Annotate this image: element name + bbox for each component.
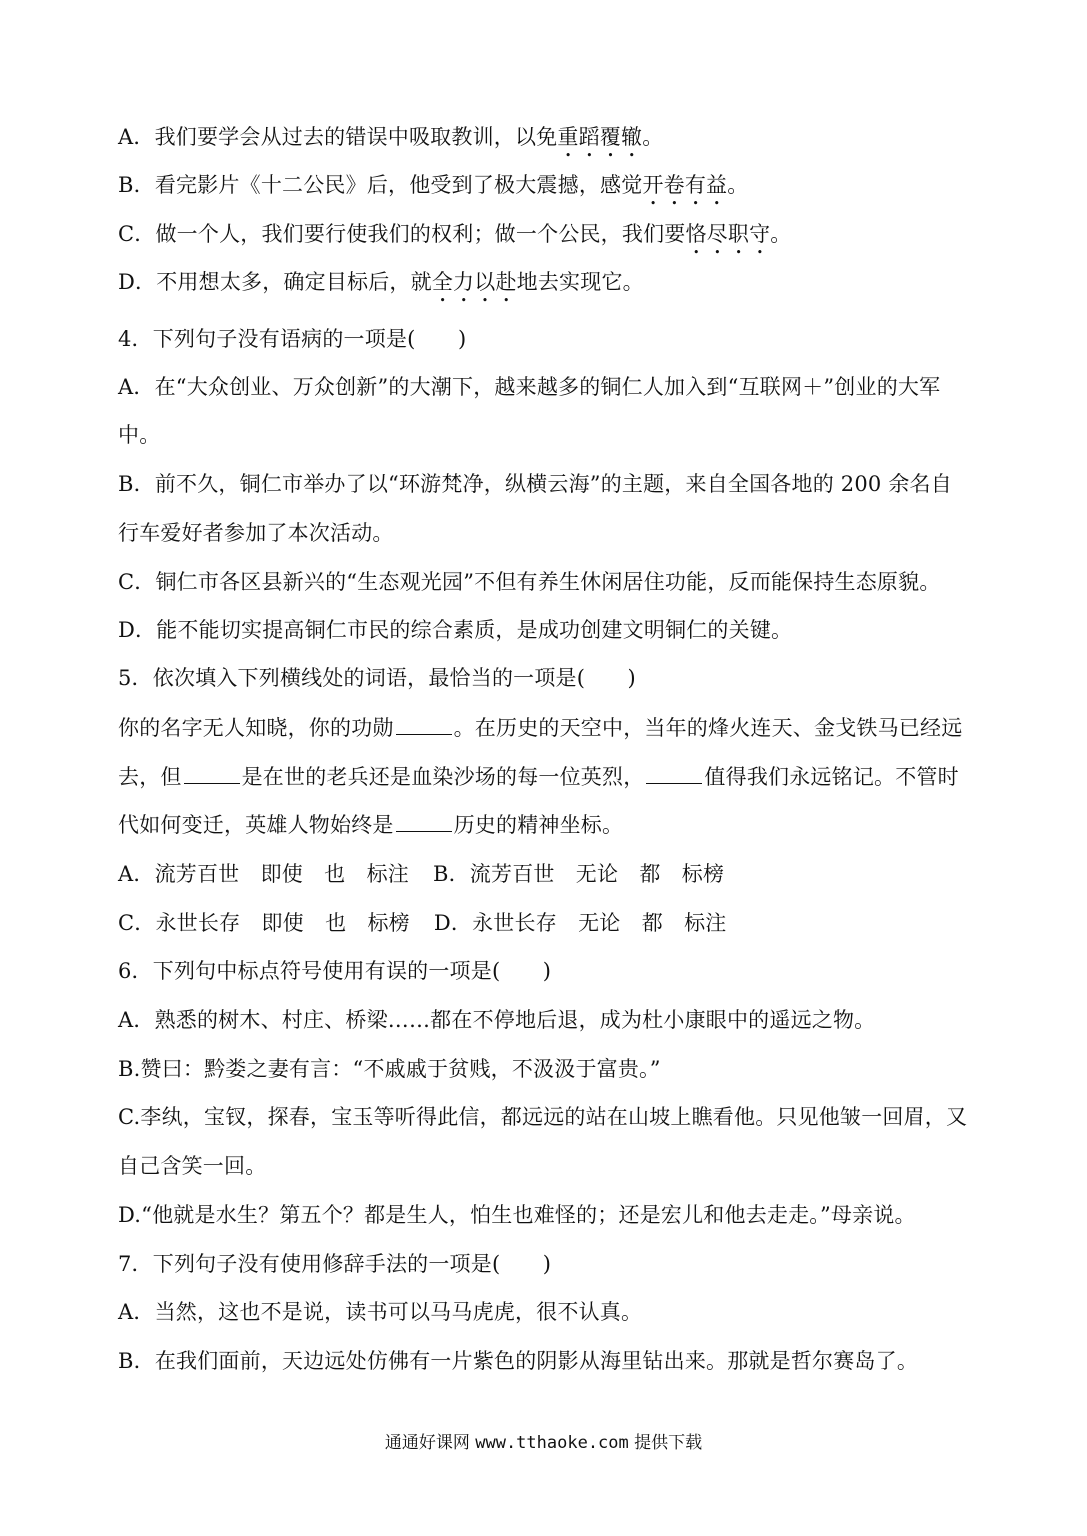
page-footer xyxy=(0,1428,1087,1453)
q3-option-c xyxy=(118,219,791,259)
footer-site-name: 通通好课网 xyxy=(384,1433,470,1453)
fill-blank xyxy=(646,763,702,784)
q5-passage-text: 。在历史的天空中，当年的烽火连天、金戈铁马已经远 xyxy=(453,716,963,740)
q5-passage-text: 代如何变迁，英雄人物始终是 xyxy=(118,813,394,837)
q5-passage-line2 xyxy=(118,762,959,792)
q5-option-b: B．流芳百世 无论 都 标榜 xyxy=(432,862,725,886)
q3-option-a xyxy=(118,122,663,162)
q3-option-a-end: 。 xyxy=(642,125,664,149)
q4-option-b-line1: B．前不久，铜仁市举办了以“环游梵净，纵横云海”的主题，来自全国各地的 200 余名自 xyxy=(118,472,952,496)
q5-passage-text: 你的名字无人知晓，你的功勋 xyxy=(118,716,394,740)
q3-option-c-text: C．做一个人，我们要行使我们的权利；做一个公民，我们要 xyxy=(118,222,686,246)
q3-option-d-end: 地去实现它。 xyxy=(516,270,644,294)
q6-option-b: B.赞曰：黔娄之妻有言：“不戚戚于贫贱，不汲汲于富贵。” xyxy=(118,1057,661,1081)
q3-option-b-emphasis: 开卷有益 xyxy=(642,173,728,197)
q5-passage-text: 是在世的老兵还是血染沙场的每一位英烈， xyxy=(241,765,645,789)
q4-option-c: C．铜仁市各区县新兴的“生态观光园”不但有养生休闲居住功能，反而能保持生态原貌。 xyxy=(118,570,941,594)
fill-blank xyxy=(396,714,452,735)
q3-option-a-emphasis: 重蹈覆辙 xyxy=(557,125,643,149)
fill-blank xyxy=(184,763,240,784)
fill-blank xyxy=(396,811,452,832)
q5-passage-text: 值得我们永远铭记。不管时 xyxy=(704,765,959,789)
q5-stem: 5．依次填入下列横线处的词语，最恰当的一项是( ) xyxy=(118,666,636,690)
q3-option-d xyxy=(118,267,644,307)
q6-option-c-line1: C.李纨，宝钗，探春，宝玉等听得此信，都远远的站在山坡上瞧看他。只见他皱一回眉，又 xyxy=(118,1105,968,1129)
q7-option-b: B．在我们面前，天边远处仿佛有一片紫色的阴影从海里钻出来。那就是哲尔赛岛了。 xyxy=(118,1349,919,1373)
q3-option-b-text: B．看完影片《十二公民》后，他受到了极大震撼，感觉 xyxy=(118,173,643,197)
q3-option-c-emphasis: 恪尽职守 xyxy=(685,222,771,246)
q4-option-d: D．能不能切实提高铜仁市民的综合素质，是成功创建文明铜仁的关键。 xyxy=(118,618,793,642)
footer-url: www.tthaoke.com xyxy=(475,1433,629,1453)
q6-option-d: D.“他就是水生？第五个？都是生人，怕生也难怪的；还是宏儿和他去走走。”母亲说。 xyxy=(118,1203,916,1227)
q6-option-c-line2: 自己含笑一回。 xyxy=(118,1154,267,1178)
q3-option-d-text: D．不用想太多，确定目标后，就 xyxy=(118,270,432,294)
q4-stem: 4．下列句子没有语病的一项是( ) xyxy=(118,327,467,351)
q5-passage-text: 历史的精神坐标。 xyxy=(453,813,624,837)
q5-passage-line3 xyxy=(118,810,623,840)
q5-option-c: C．永世长存 即使 也 标榜 xyxy=(118,911,410,935)
q3-option-b xyxy=(118,170,748,210)
q6-stem: 6．下列句中标点符号使用有误的一项是( ) xyxy=(118,959,552,983)
q4-option-a-line2: 中。 xyxy=(118,423,161,447)
q5-option-a: A．流芳百世 即使 也 标注 xyxy=(118,862,409,886)
q3-option-a-text: A．我们要学会从过去的错误中吸取教训，以免 xyxy=(118,125,558,149)
q5-options-row2 xyxy=(118,908,727,938)
q4-option-a-line1: A．在“大众创业、万众创新”的大潮下，越来越多的铜仁人加入到“互联网＋”创业的大军 xyxy=(118,375,941,399)
q7-option-a: A．当然，这也不是说，读书可以马马虎虎，很不认真。 xyxy=(118,1300,643,1324)
q7-stem: 7．下列句子没有使用修辞手法的一项是( ) xyxy=(118,1252,552,1276)
q5-passage-text: 去，但 xyxy=(118,765,182,789)
q3-option-b-end: 。 xyxy=(727,173,749,197)
q6-option-a: A．熟悉的树木、村庄、桥梁……都在不停地后退，成为杜小康眼中的遥远之物。 xyxy=(118,1008,876,1032)
q5-options-row1 xyxy=(118,859,724,889)
q3-option-d-emphasis: 全力以赴 xyxy=(431,270,517,294)
q5-passage-line1 xyxy=(118,713,962,743)
q5-option-d: D．永世长存 无论 都 标注 xyxy=(433,911,727,935)
q4-option-b-line2: 行车爱好者参加了本次活动。 xyxy=(118,521,394,545)
footer-suffix: 提供下载 xyxy=(634,1433,703,1453)
q3-option-c-end: 。 xyxy=(770,222,792,246)
